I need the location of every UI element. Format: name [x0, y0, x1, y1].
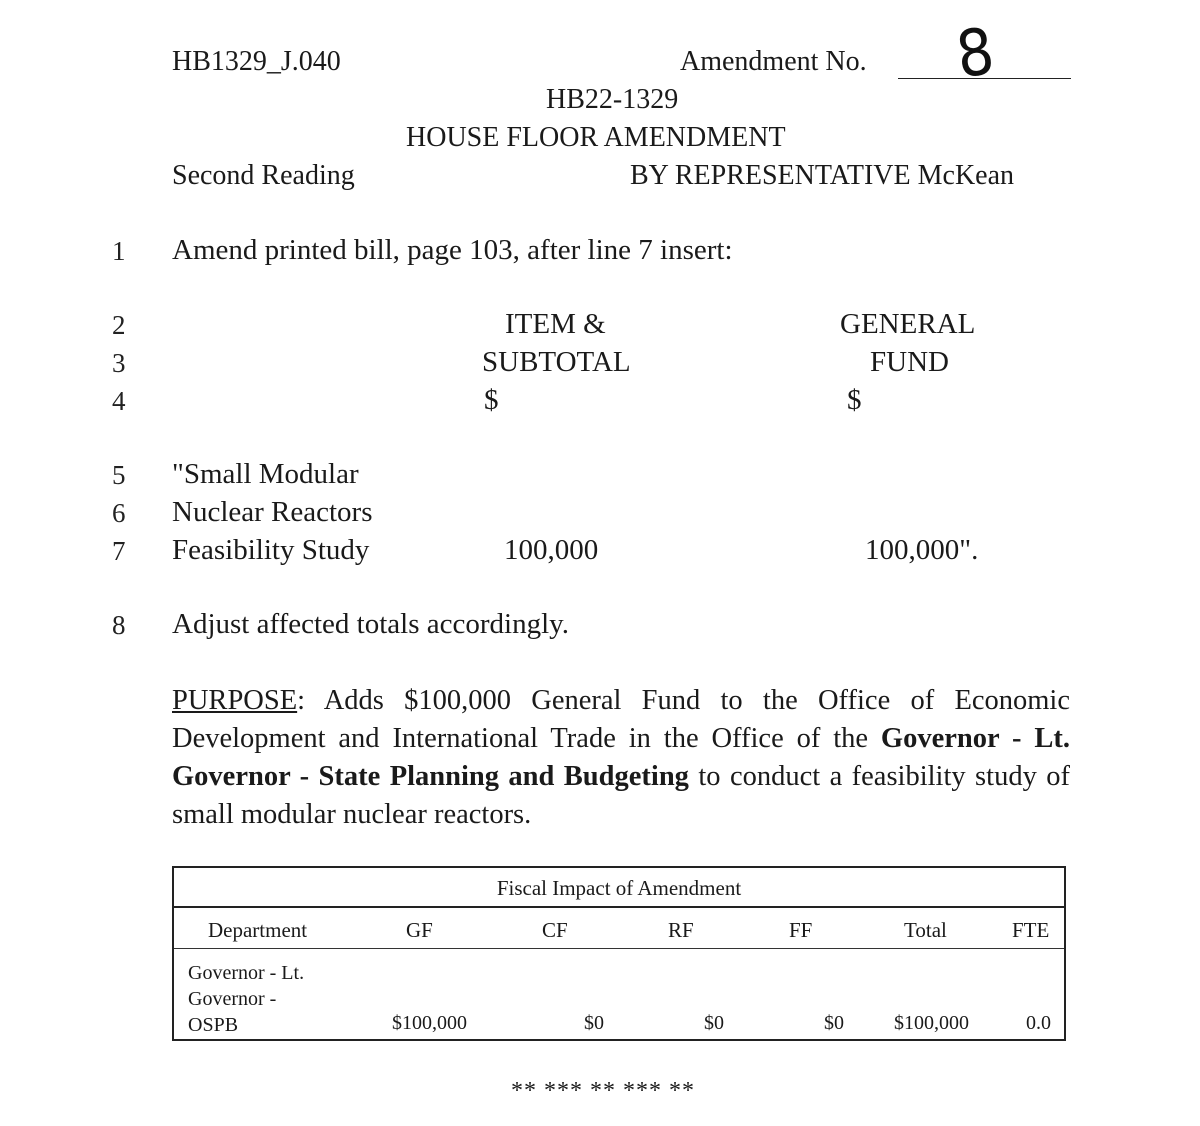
- amendment-number-handwritten: 8: [952, 14, 999, 94]
- header-fte: FTE: [1012, 918, 1050, 942]
- header-ff: FF: [789, 918, 813, 942]
- line-item-name: Feasibility Study: [172, 534, 370, 566]
- rf-value: $0: [704, 1012, 724, 1034]
- header-department: Department: [208, 918, 308, 942]
- fte-value: 0.0: [1026, 1012, 1051, 1034]
- sponsor: BY REPRESENTATIVE McKean: [630, 160, 1015, 191]
- cf-value: $0: [584, 1012, 604, 1034]
- line-item-general-fund: 100,000".: [865, 534, 979, 566]
- line-number: 3: [112, 348, 126, 378]
- purpose-text-end: to conduct a feasibility study of small modular nuclear reactors.: [172, 761, 1070, 830]
- gf-value: $100,000: [392, 1012, 467, 1034]
- header-gf: GF: [406, 918, 433, 942]
- fiscal-table-caption: Fiscal Impact of Amendment: [174, 868, 1064, 908]
- line-item-name: "Small Modular: [172, 458, 359, 490]
- column-header-dollar: $: [484, 384, 499, 416]
- table-row: [174, 950, 1064, 1040]
- department-line: OSPB: [188, 1014, 239, 1036]
- amendment-number-label: Amendment No.: [680, 46, 867, 77]
- column-header-dollar: $: [847, 384, 862, 416]
- line-item-subtotal: 100,000: [504, 534, 599, 566]
- header-cf: CF: [542, 918, 568, 942]
- line-number: 5: [112, 460, 126, 490]
- department-line: Governor -: [188, 988, 277, 1010]
- bill-file-id: HB1329_J.040: [172, 46, 341, 77]
- adjust-totals-text: Adjust affected totals accordingly.: [172, 608, 570, 640]
- header-rf: RF: [668, 918, 694, 942]
- fiscal-table-header-row: [174, 908, 1064, 949]
- purpose-text: : Adds $100,000 General Fund to the Office of Economic Development and International Trade in the Office of the: [172, 685, 1070, 754]
- column-header-general: GENERAL: [840, 308, 976, 340]
- purpose-label: PURPOSE: [172, 685, 298, 716]
- line-number: 2: [112, 310, 126, 340]
- line-number: 1: [112, 236, 126, 266]
- purpose-department: Governor - Lt. Governor - State Planning and Budgeting: [172, 723, 1070, 792]
- line-number: 8: [112, 610, 126, 640]
- total-value: $100,000: [894, 1012, 969, 1034]
- column-header-fund: FUND: [870, 346, 949, 378]
- instruction-text: Amend printed bill, page 103, after line 7 insert:: [172, 234, 733, 266]
- header-total: Total: [904, 918, 947, 942]
- end-marker: ** *** ** *** **: [511, 1078, 695, 1104]
- line-number: 4: [112, 386, 126, 416]
- line-number: 7: [112, 536, 126, 566]
- department-cell: [188, 960, 304, 1038]
- ff-value: $0: [824, 1012, 844, 1034]
- line-number: 6: [112, 498, 126, 528]
- column-header-item: ITEM &: [505, 308, 606, 340]
- column-header-subtotal: SUBTOTAL: [482, 346, 631, 378]
- amendment-type: HOUSE FLOOR AMENDMENT: [406, 122, 786, 153]
- line-item-name: Nuclear Reactors: [172, 496, 373, 528]
- purpose-paragraph: [172, 682, 1070, 834]
- reading-stage: Second Reading: [172, 160, 355, 191]
- department-line: Governor - Lt.: [188, 962, 305, 984]
- fiscal-impact-table: [172, 866, 1066, 1041]
- bill-number: HB22-1329: [546, 84, 679, 115]
